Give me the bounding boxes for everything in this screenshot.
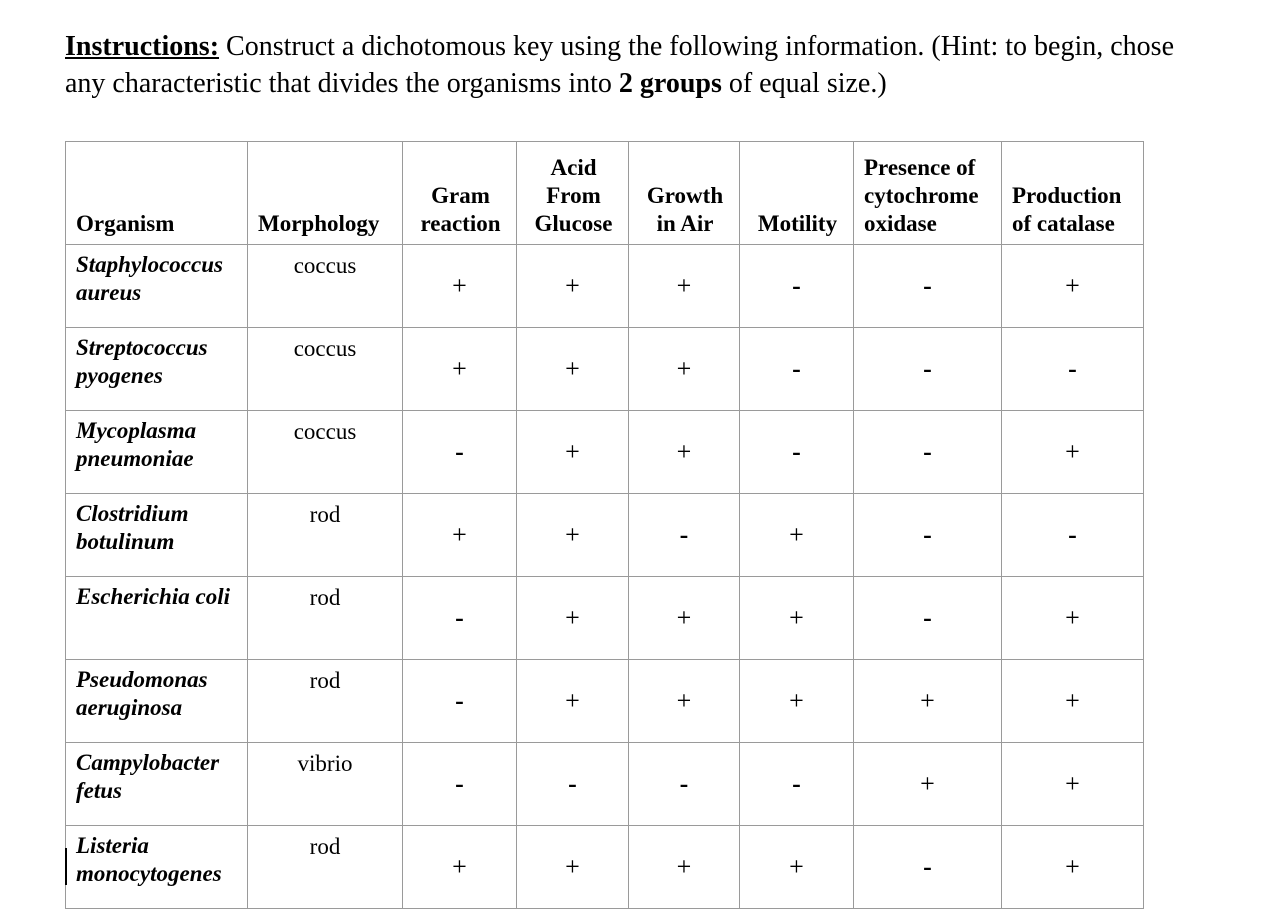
header-organism: Organism <box>66 142 248 245</box>
acid-value: + <box>565 437 580 466</box>
catalase-value: - <box>1068 354 1077 383</box>
gram-value: - <box>455 686 464 715</box>
catalase-cell <box>1002 743 1144 826</box>
motility-cell <box>740 826 854 909</box>
gram-value: + <box>452 520 467 549</box>
gram-cell <box>403 245 517 328</box>
catalase-value: + <box>1065 437 1080 466</box>
growth-cell <box>629 743 740 826</box>
cytochrome-value: - <box>923 354 932 383</box>
growth-cell <box>629 328 740 411</box>
header-catalase: Production of catalase <box>1002 142 1144 245</box>
gram-value: - <box>455 769 464 798</box>
catalase-value: + <box>1065 686 1080 715</box>
motility-cell <box>740 743 854 826</box>
cytochrome-value: + <box>920 686 935 715</box>
gram-value: - <box>455 437 464 466</box>
acid-value: + <box>565 271 580 300</box>
acid-cell <box>517 328 629 411</box>
organism-name: Staphylococcus aureus <box>66 245 248 328</box>
growth-value: + <box>676 271 692 300</box>
table-body <box>66 245 1144 909</box>
growth-cell <box>629 577 740 660</box>
growth-value: - <box>679 520 689 549</box>
growth-cell <box>629 494 740 577</box>
gram-value: + <box>452 271 467 300</box>
organism-name: Pseudomonas aeruginosa <box>66 660 248 743</box>
acid-value: + <box>565 354 580 383</box>
instructions-label: Instructions: <box>65 31 220 62</box>
growth-cell <box>629 411 740 494</box>
growth-cell <box>629 660 740 743</box>
organism-name: Escherichia coli <box>66 577 248 660</box>
motility-value: - <box>792 354 801 383</box>
gram-value: + <box>452 354 467 383</box>
table-row <box>66 660 1144 743</box>
cytochrome-cell <box>854 411 1002 494</box>
acid-cell <box>517 826 629 909</box>
table-row <box>66 245 1144 328</box>
table-row <box>66 328 1144 411</box>
growth-value: + <box>676 686 692 715</box>
cytochrome-value: - <box>923 437 932 466</box>
catalase-cell <box>1002 660 1144 743</box>
gram-value: + <box>452 852 467 881</box>
characteristics-table <box>65 141 1144 909</box>
header-motility: Motility <box>740 142 854 245</box>
cytochrome-cell <box>854 328 1002 411</box>
header-morphology: Morphology <box>248 142 403 245</box>
morphology-cell: vibrio <box>248 743 403 826</box>
catalase-value: + <box>1065 271 1080 300</box>
acid-value: + <box>565 603 580 632</box>
growth-value: - <box>679 769 689 798</box>
growth-cell <box>629 245 740 328</box>
morphology-cell: rod <box>248 826 403 909</box>
motility-value: - <box>792 437 801 466</box>
acid-cell <box>517 577 629 660</box>
acid-value: + <box>565 686 580 715</box>
morphology-cell: coccus <box>248 328 403 411</box>
cytochrome-value: - <box>923 852 932 881</box>
growth-value: + <box>676 437 692 466</box>
header-acid-from-glucose: Acid From Glucose <box>517 142 629 245</box>
catalase-cell <box>1002 494 1144 577</box>
growth-value: + <box>676 354 692 383</box>
acid-cell <box>517 494 629 577</box>
table-header-row <box>66 142 1144 245</box>
gram-cell <box>403 411 517 494</box>
cytochrome-cell <box>854 245 1002 328</box>
header-growth-in-air: Growth in Air <box>629 142 740 245</box>
catalase-cell <box>1002 826 1144 909</box>
instructions-paragraph <box>65 28 1215 102</box>
cytochrome-cell <box>854 577 1002 660</box>
organism-name: Streptococcus pyogenes <box>66 328 248 411</box>
cytochrome-cell <box>854 826 1002 909</box>
cytochrome-cell <box>854 494 1002 577</box>
motility-value: + <box>789 686 804 715</box>
motility-cell <box>740 411 854 494</box>
instructions-text-2: of equal size.) <box>721 68 887 99</box>
cytochrome-value: - <box>923 271 932 300</box>
morphology-cell: coccus <box>248 245 403 328</box>
gram-cell <box>403 826 517 909</box>
acid-value: - <box>568 769 577 798</box>
morphology-cell: rod <box>248 577 403 660</box>
organism-name: Clostridium botulinum <box>66 494 248 577</box>
acid-cell <box>517 245 629 328</box>
organism-name: Listeria monocytogenes <box>66 826 248 909</box>
gram-value: - <box>455 603 464 632</box>
gram-cell <box>403 328 517 411</box>
header-gram-reaction: Gram reaction <box>403 142 517 245</box>
cytochrome-value: - <box>923 520 932 549</box>
table-row <box>66 411 1144 494</box>
catalase-cell <box>1002 328 1144 411</box>
catalase-cell <box>1002 411 1144 494</box>
motility-cell <box>740 245 854 328</box>
header-cytochrome-oxidase: Presence of cytochrome oxidase <box>854 142 1002 245</box>
catalase-value: + <box>1065 603 1080 632</box>
table-row <box>66 826 1144 909</box>
cytochrome-value: + <box>920 769 935 798</box>
motility-value: - <box>792 769 801 798</box>
motility-cell <box>740 328 854 411</box>
cytochrome-value: - <box>923 603 932 632</box>
motility-value: + <box>789 520 804 549</box>
gram-cell <box>403 577 517 660</box>
morphology-cell: coccus <box>248 411 403 494</box>
acid-value: + <box>565 520 580 549</box>
organism-name: Campylobacter fetus <box>66 743 248 826</box>
growth-value: + <box>676 603 692 632</box>
growth-value: + <box>676 852 692 881</box>
cytochrome-cell <box>854 660 1002 743</box>
catalase-value: + <box>1065 852 1080 881</box>
table-row <box>66 494 1144 577</box>
acid-cell <box>517 660 629 743</box>
acid-value: + <box>565 852 580 881</box>
catalase-value: + <box>1065 769 1080 798</box>
catalase-cell <box>1002 245 1144 328</box>
catalase-cell <box>1002 577 1144 660</box>
gram-cell <box>403 743 517 826</box>
motility-value: - <box>792 271 801 300</box>
acid-cell <box>517 743 629 826</box>
organism-name: Mycoplasma pneumoniae <box>66 411 248 494</box>
cytochrome-cell <box>854 743 1002 826</box>
gram-cell <box>403 660 517 743</box>
motility-cell <box>740 494 854 577</box>
morphology-cell: rod <box>248 494 403 577</box>
instructions-text-1: Construct a dichotomous key using the following information. (Hint: to begin, chose any characteristic that divides the organisms into <box>65 31 1174 99</box>
motility-cell <box>740 660 854 743</box>
motility-value: + <box>789 852 804 881</box>
acid-cell <box>517 411 629 494</box>
text-cursor <box>65 848 67 885</box>
table-row <box>66 577 1144 660</box>
catalase-value: - <box>1068 520 1077 549</box>
motility-cell <box>740 577 854 660</box>
gram-cell <box>403 494 517 577</box>
instructions-bold-text: 2 groups <box>618 68 722 99</box>
motility-value: + <box>789 603 804 632</box>
growth-cell <box>629 826 740 909</box>
table-row <box>66 743 1144 826</box>
morphology-cell: rod <box>248 660 403 743</box>
